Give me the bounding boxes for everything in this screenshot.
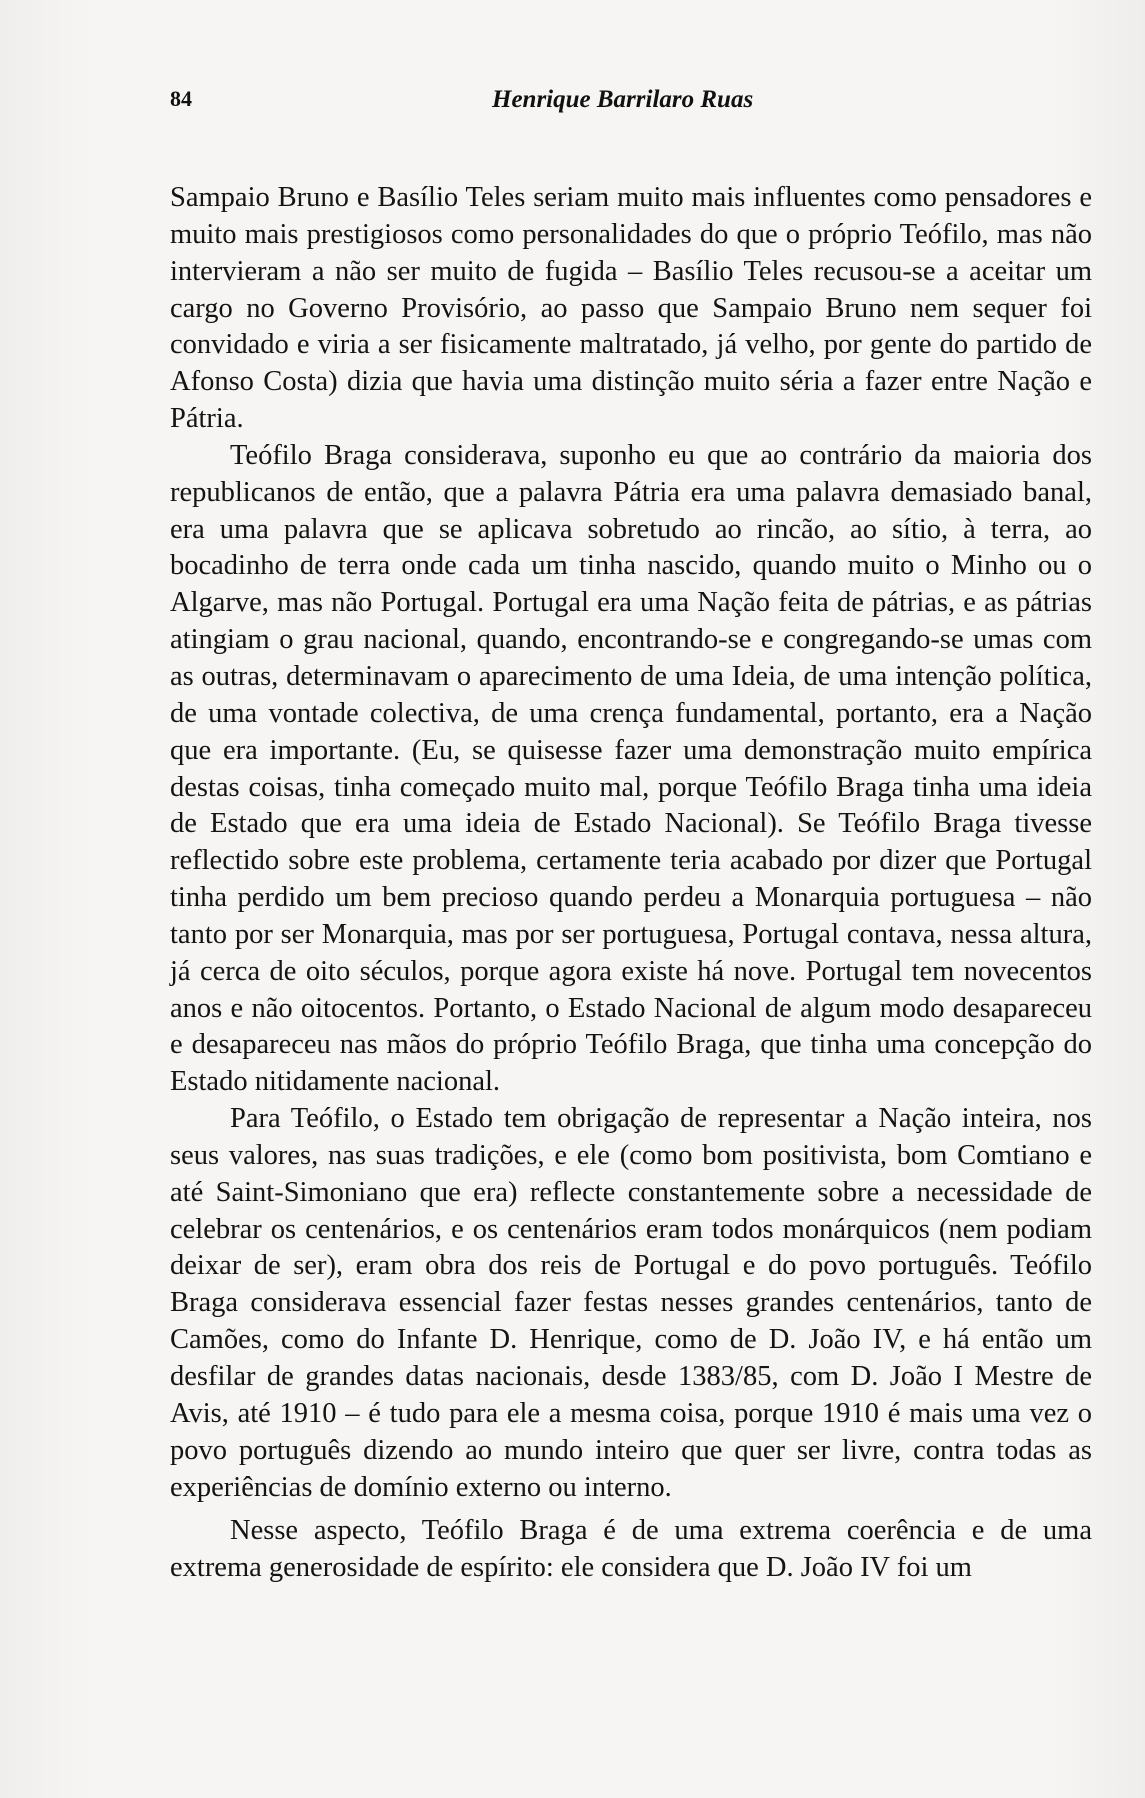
page-header: [170, 86, 1090, 120]
body-text: [170, 180, 1092, 1587]
running-head: Henrique Barrilaro Ruas: [492, 86, 754, 113]
page-number: 84: [170, 86, 192, 111]
paragraph-3: Para Teófilo, o Estado tem obrigação de representar a Nação inteira, nos seus valores, nas suas tradições, e ele (como bom positivista, bom Comtiano e até Saint-Simoniano que era) reflecte constantemente sobre a necessidade de celebrar os centenários, e os centenários eram todos monárquicos (nem podiam deixar de ser), eram obra dos reis de Portugal e do povo português. Teófilo Braga considerava essencial fazer festas nesses grandes centenários, tanto de Camões, como do Infante D. Henrique, como de D. João IV, e há então um desfilar de grandes datas nacionais, desde 1383/85, com D. João I Mestre de Avis, até 1910 – é tudo para ele a mesma coisa, porque 1910 é mais uma vez o povo português dizendo ao mundo inteiro que quer ser livre, contra todas as experiências de domínio externo ou interno.: [170, 1103, 1092, 1503]
paragraph-4: Nesse aspecto, Teófilo Braga é de uma extrema coerência e de uma extrema generosidade de espírito: ele considera que D. João IV foi um: [170, 1515, 1092, 1584]
paragraph-2: Teófilo Braga considerava, suponho eu que ao contrário da maioria dos republicanos de então, que a palavra Pátria era uma palavra demasiado banal, era uma palavra que se aplicava sobretudo ao rincão, ao sítio, à terra, ao bocadinho de terra onde cada um tinha nascido, quando muito o Minho ou o Algarve, mas não Portugal. Portugal era uma Nação feita de pátrias, e as pátrias atingiam o grau nacional, quando, encontrando-se e congregando-se umas com as outras, determinavam o aparecimento de uma Ideia, de uma intenção política, de uma vontade colectiva, de uma crença fundamental, portanto, era a Nação que era importante. (Eu, se quisesse fazer uma demonstração muito empírica destas coisas, tinha começado muito mal, porque Teófilo Braga tinha uma ideia de Estado que era uma ideia de Estado Nacional). Se Teófilo Braga tivesse reflectido sobre este problema, certamente teria acabado por dizer que Portugal tinha perdido um bem precioso quando perdeu a Monarquia portuguesa – não tanto por ser Monarquia, mas por ser portuguesa, Portugal contava, nessa altura, já cerca de oito séculos, porque agora existe há nove. Portugal tem novecentos anos e não oitocentos. Portanto, o Estado Nacional de algum modo desapareceu e desapareceu nas mãos do próprio Teófilo Braga, que tinha uma concepção do Estado nitidamente nacional.: [170, 439, 1092, 1098]
paragraph-1: Sampaio Bruno e Basílio Teles seriam muito mais influentes como pensadores e muito mais prestigiosos como personalidades do que o próprio Teófilo, mas não intervieram a não ser muito de fugida – Basílio Teles recusou-se a aceitar um cargo no Governo Provisório, ao passo que Sampaio Bruno nem sequer foi convidado e viria a ser fisicamente maltratado, já velho, por gente do partido de Afonso Costa) dizia que havia uma distinção muito séria a fazer entre Nação e Pátria.: [170, 182, 1092, 435]
